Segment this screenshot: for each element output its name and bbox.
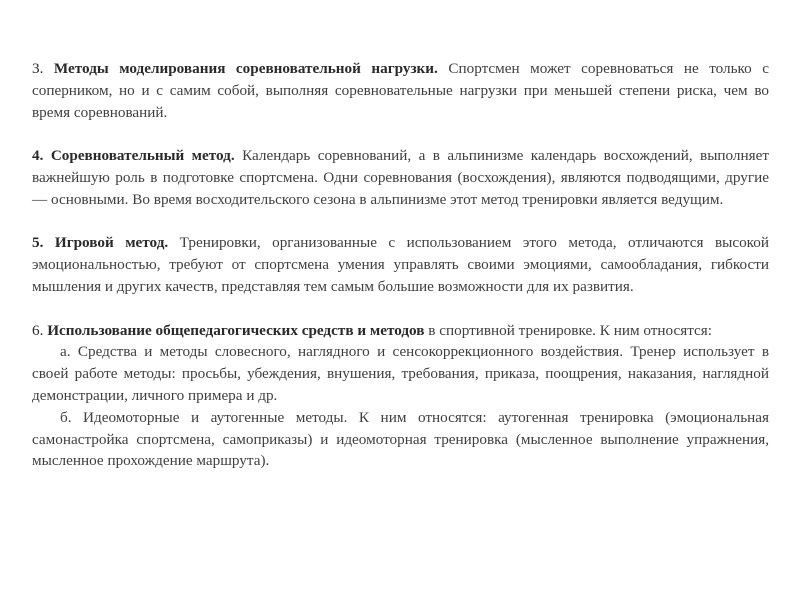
section-6-number: 6. (32, 321, 48, 339)
section-5 (32, 232, 769, 297)
subitem-b: б. Идеомоторные и аутогенные методы. К ним относятся: аутогенная тренировка (эмоциональная самонастройка спортсмена, самоприказы) и идеомоторная тренировка (мысленное выполнение упражнения, мысленное прохождение маршрута). (32, 408, 769, 470)
section-4-number: 4. (32, 147, 51, 165)
section-6 (32, 320, 769, 342)
section-3-heading: Методы моделирования соревновательной нагрузки. (53, 60, 438, 77)
section-3-text: Спортсмен может соревноваться не только с соперником, но и с самим собой, выполняя соревновательные нагрузки при меньшей степени риска, чем во время соревнований. (32, 60, 769, 121)
subitem-a: а. Средства и методы словесного, наглядного и сенсокоррекционного воздействия. Тренер использует в своей работе методы: просьбы, убеждения, внушения, требования, приказа, поощрения, наказания, наглядной демонстрации, личного примера и др. (32, 343, 769, 404)
section-3-number: 3. (32, 60, 54, 77)
section-4-text: Календарь соревнований, а в альпинизме календарь восхождений, выполняет важнейшую роль в подготовке спортсмена. Одни соревнования (восхождения), являются подводящими, другие — основными. Во время восходительского сезона в альпинизме этот метод тренировки является ведущим. (32, 147, 770, 208)
section-5-text: Тренировки, организованные с использованием этого метода, отличаются высокой эмоциональностью, требуют от спортсмена умения управлять своими эмоциями, самообладания, гибкости мышления и других качеств, представляя тем самым большие возможности для их развития. (32, 234, 770, 295)
section-5-number: 5. (32, 234, 55, 252)
section-4 (32, 145, 769, 210)
section-6-text: в спортивной тренировке. К ним относятся: (424, 321, 712, 339)
section-4-heading: Соревновательный метод. (50, 147, 235, 165)
document-page (32, 58, 769, 472)
section-5-heading: Игровой метод. (54, 234, 169, 252)
section-3 (32, 58, 769, 123)
section-6-heading: Использование общепедагогических средств и методов (47, 321, 425, 339)
